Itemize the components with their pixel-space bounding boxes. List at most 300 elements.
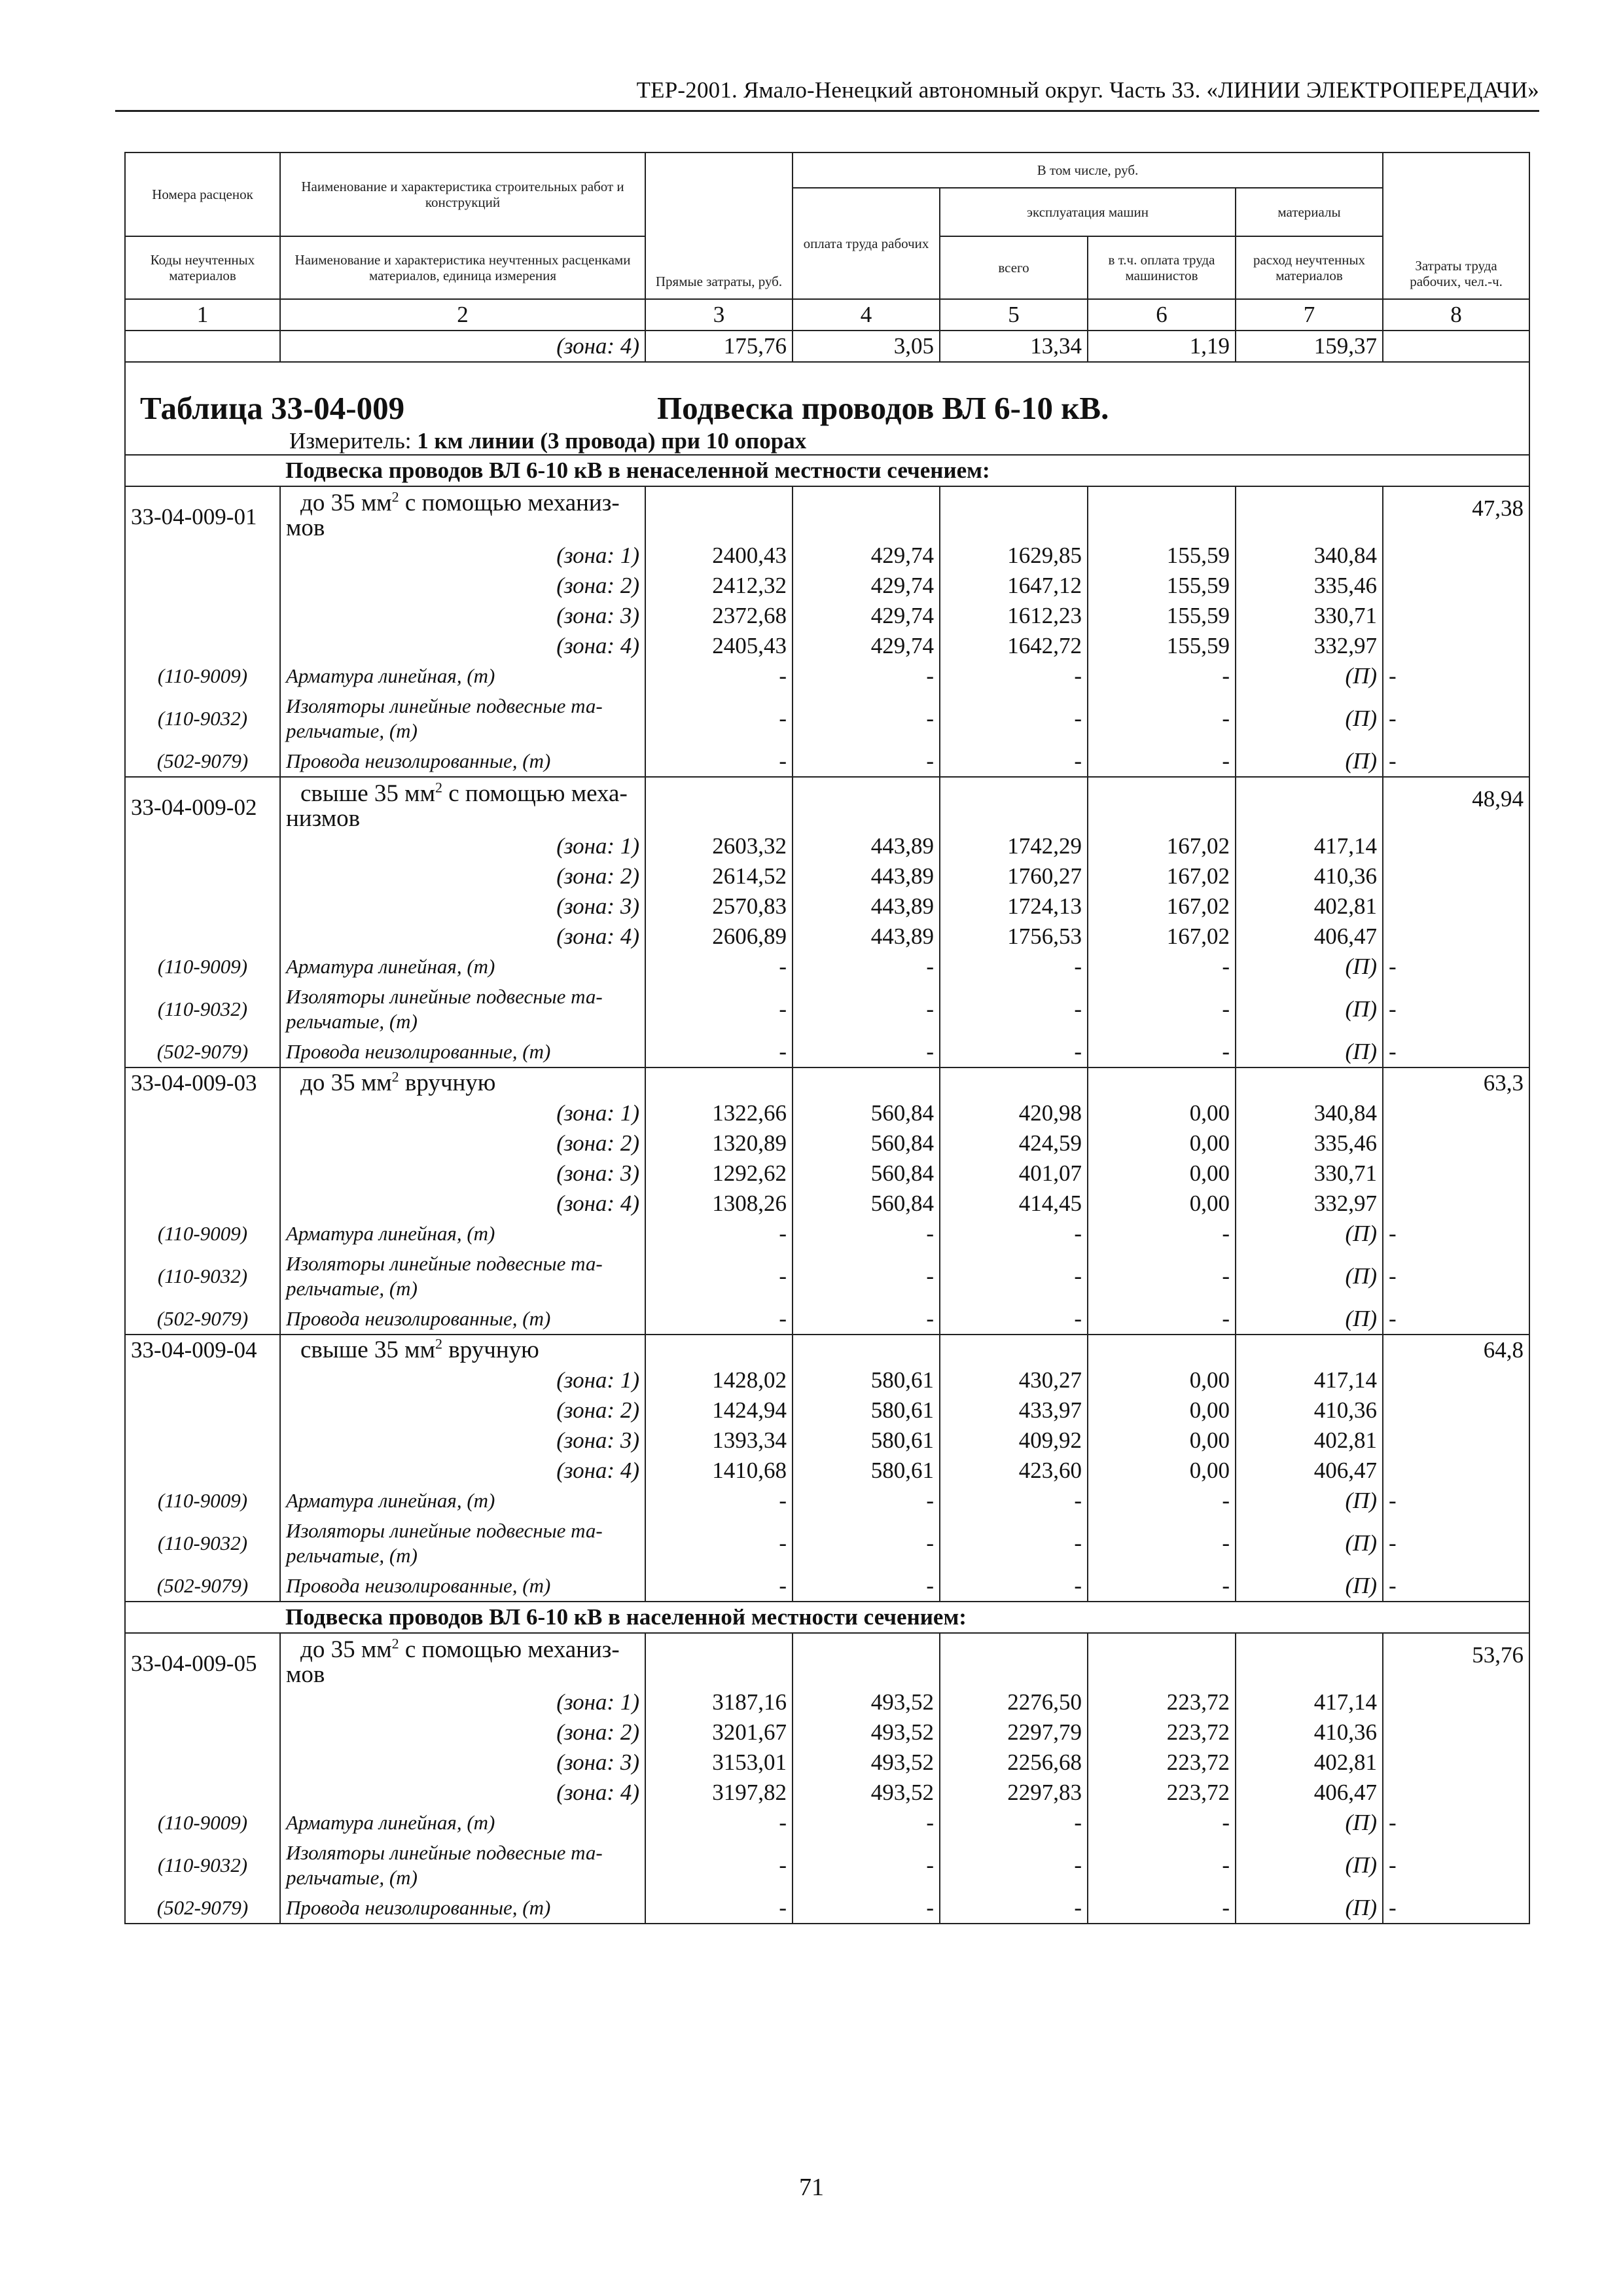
blank-cell	[793, 1335, 940, 1365]
value-cell: 332,97	[1236, 1189, 1383, 1219]
blank-cell	[1383, 1158, 1529, 1189]
value-cell: 402,81	[1236, 1748, 1383, 1778]
value-cell: 0,00	[1088, 1456, 1236, 1486]
page-number: 71	[799, 2174, 824, 2201]
zone-row	[125, 922, 1529, 952]
value-cell: 0,00	[1088, 1365, 1236, 1395]
value-cell: 1424,94	[645, 1395, 793, 1426]
material-code: (502-9079)	[125, 1304, 280, 1335]
dash-cell: -	[940, 982, 1088, 1037]
value-cell: 443,89	[793, 861, 940, 891]
dash-cell: -	[793, 1486, 940, 1516]
desc-text: свыше 35 мм	[300, 780, 435, 807]
material-row	[125, 1838, 1529, 1893]
material-row	[125, 1486, 1529, 1516]
blank-cell	[645, 777, 793, 831]
rate-description	[280, 1067, 645, 1098]
desc-text: вручную	[399, 1069, 496, 1096]
material-name-line: рельчатые, (т)	[286, 719, 418, 742]
material-name	[280, 1838, 645, 1893]
value-cell: 175,76	[645, 331, 793, 362]
blank-cell	[1383, 1687, 1529, 1717]
value-cell: 335,46	[1236, 571, 1383, 601]
blank-cell	[125, 1189, 280, 1219]
value-cell: 493,52	[793, 1748, 940, 1778]
value-cell: 2405,43	[645, 631, 793, 661]
zone-label: (зона: 4)	[280, 922, 645, 952]
rate-row	[125, 777, 1529, 831]
col-number: 5	[940, 299, 1088, 331]
material-row	[125, 1304, 1529, 1335]
zone-label: (зона: 4)	[280, 1778, 645, 1808]
dash-cell: -	[1383, 1838, 1529, 1893]
material-code: (502-9079)	[125, 1037, 280, 1067]
value-cell: 493,52	[793, 1778, 940, 1808]
value-cell: 1320,89	[645, 1128, 793, 1158]
material-code: (110-9009)	[125, 1219, 280, 1249]
blank-cell	[1383, 1717, 1529, 1748]
value-cell: 2256,68	[940, 1748, 1088, 1778]
dash-cell: -	[940, 952, 1088, 982]
blank-cell	[125, 541, 280, 571]
value-cell: 2606,89	[645, 922, 793, 952]
zone-row	[125, 1365, 1529, 1395]
value-cell: 1647,12	[940, 571, 1088, 601]
value-cell: 159,37	[1236, 331, 1383, 362]
value-cell: 3,05	[793, 331, 940, 362]
dash-cell: -	[1383, 1516, 1529, 1571]
dash-cell: -	[940, 1249, 1088, 1304]
rate-code: 33-04-009-02	[125, 777, 280, 831]
zone-row	[125, 1748, 1529, 1778]
blank-cell	[1383, 831, 1529, 861]
desc-text: вручную	[442, 1336, 539, 1363]
value-cell: 332,97	[1236, 631, 1383, 661]
col-number: 7	[1236, 299, 1383, 331]
value-cell: 1756,53	[940, 922, 1088, 952]
material-row	[125, 982, 1529, 1037]
material-row	[125, 661, 1529, 691]
material-row	[125, 746, 1529, 777]
rate-code: 33-04-009-05	[125, 1633, 280, 1687]
measure-label: Измеритель:	[289, 428, 412, 454]
col-number: 1	[125, 299, 280, 331]
labor-value: 47,38	[1383, 486, 1529, 541]
dash-cell: -	[645, 661, 793, 691]
blank-cell	[125, 1426, 280, 1456]
value-cell: 223,72	[1088, 1717, 1236, 1748]
zone-row	[125, 1778, 1529, 1808]
value-cell: 2400,43	[645, 541, 793, 571]
dash-cell: -	[1383, 982, 1529, 1037]
dash-cell: -	[940, 1808, 1088, 1838]
blank-cell	[1088, 1067, 1236, 1098]
desc-text: до 35 мм	[300, 490, 392, 516]
value-cell: 417,14	[1236, 1687, 1383, 1717]
material-name: Арматура линейная, (т)	[280, 661, 645, 691]
col1-header-bottom: Коды неучтенных материалов	[125, 236, 280, 299]
dash-cell: -	[645, 1249, 793, 1304]
measure-value: 1 км линии (3 провода) при 10 опорах	[417, 428, 807, 454]
blank-cell	[645, 486, 793, 541]
zone-label: (зона: 2)	[280, 1128, 645, 1158]
blank-cell	[1088, 486, 1236, 541]
zone-label: (зона: 1)	[280, 1098, 645, 1128]
blank-cell	[125, 1602, 280, 1633]
value-cell: 409,92	[940, 1426, 1088, 1456]
blank-cell	[1236, 1335, 1383, 1365]
section-header-row	[125, 455, 1529, 486]
dash-cell: -	[1088, 1249, 1236, 1304]
material-name-line: Изоляторы линейные подвесные та-	[286, 694, 603, 717]
value-cell: 429,74	[793, 571, 940, 601]
zone-row	[125, 1717, 1529, 1748]
dash-cell: -	[940, 691, 1088, 746]
material-name: Арматура линейная, (т)	[280, 1808, 645, 1838]
col-number: 3	[645, 299, 793, 331]
blank-cell	[793, 777, 940, 831]
material-name-line: рельчатые, (т)	[286, 1277, 418, 1300]
material-name	[280, 982, 645, 1037]
dash-cell: -	[793, 1808, 940, 1838]
column-numbers-row	[125, 299, 1529, 331]
labor-value: 63,3	[1383, 1067, 1529, 1098]
value-cell: 580,61	[793, 1395, 940, 1426]
dash-cell: -	[1088, 691, 1236, 746]
unit-cell: (П)	[1236, 1893, 1383, 1924]
blank-cell	[125, 1748, 280, 1778]
blank-cell	[940, 1067, 1088, 1098]
dash-cell: -	[1383, 1037, 1529, 1067]
value-cell: 223,72	[1088, 1748, 1236, 1778]
material-code: (110-9032)	[125, 982, 280, 1037]
value-cell: 0,00	[1088, 1098, 1236, 1128]
value-cell: 167,02	[1088, 891, 1236, 922]
value-cell: 2297,79	[940, 1717, 1088, 1748]
material-name: Провода неизолированные, (т)	[280, 1037, 645, 1067]
material-name-line: рельчатые, (т)	[286, 1544, 418, 1567]
unit-cell: (П)	[1236, 1838, 1383, 1893]
blank-cell	[125, 922, 280, 952]
material-row	[125, 1037, 1529, 1067]
unit-cell: (П)	[1236, 952, 1383, 982]
dash-cell: -	[793, 1571, 940, 1602]
material-name	[280, 1249, 645, 1304]
dash-cell: -	[1383, 746, 1529, 777]
value-cell: 560,84	[793, 1189, 940, 1219]
desc-text: с помощью механиз-	[399, 1636, 620, 1663]
dash-cell: -	[1383, 952, 1529, 982]
dash-cell: -	[793, 1304, 940, 1335]
material-name-line: рельчатые, (т)	[286, 1866, 418, 1889]
blank-cell	[793, 486, 940, 541]
value-cell: 406,47	[1236, 1778, 1383, 1808]
blank-cell	[1383, 601, 1529, 631]
material-name: Арматура линейная, (т)	[280, 952, 645, 982]
col2-header-bottom: Наименование и характеристика неучтенных расценками материалов, единица измерения	[280, 236, 645, 299]
dash-cell: -	[1088, 1808, 1236, 1838]
value-cell: 1612,23	[940, 601, 1088, 631]
material-name	[280, 691, 645, 746]
blank-cell	[125, 1687, 280, 1717]
value-cell: 402,81	[1236, 1426, 1383, 1456]
material-name-line: Изоляторы линейные подвесные та-	[286, 1252, 603, 1275]
value-cell: 560,84	[793, 1158, 940, 1189]
value-cell: 340,84	[1236, 541, 1383, 571]
zone-label: (зона: 4)	[280, 631, 645, 661]
material-name-line: Изоляторы линейные подвесные та-	[286, 1519, 603, 1542]
value-cell: 410,36	[1236, 1717, 1383, 1748]
unit-cell: (П)	[1236, 746, 1383, 777]
dash-cell: -	[940, 1037, 1088, 1067]
value-cell: 1724,13	[940, 891, 1088, 922]
material-name-line: Изоляторы линейные подвесные та-	[286, 1841, 603, 1864]
col-number: 6	[1088, 299, 1236, 331]
rates-table	[124, 152, 1530, 1924]
value-cell: 406,47	[1236, 922, 1383, 952]
material-name-line: Изоляторы линейные подвесные та-	[286, 985, 603, 1008]
desc-text: до 35 мм	[300, 1069, 392, 1096]
value-cell: 0,00	[1088, 1426, 1236, 1456]
material-code: (110-9009)	[125, 1486, 280, 1516]
value-cell: 414,45	[940, 1189, 1088, 1219]
blank-cell	[645, 1335, 793, 1365]
zone-label: (зона: 4)	[280, 1189, 645, 1219]
col-number: 4	[793, 299, 940, 331]
dash-cell: -	[1088, 1304, 1236, 1335]
value-cell: 443,89	[793, 831, 940, 861]
superscript: 2	[435, 779, 442, 796]
blank-cell	[125, 631, 280, 661]
dash-cell: -	[645, 1893, 793, 1924]
material-code: (110-9032)	[125, 691, 280, 746]
dash-cell: -	[1383, 1219, 1529, 1249]
zone-label: (зона: 2)	[280, 861, 645, 891]
zone-row	[125, 1189, 1529, 1219]
dash-cell: -	[645, 1516, 793, 1571]
value-cell: 155,59	[1088, 571, 1236, 601]
value-cell: 424,59	[940, 1128, 1088, 1158]
blank-cell	[125, 1717, 280, 1748]
zone-label: (зона: 3)	[280, 1426, 645, 1456]
material-code: (110-9032)	[125, 1838, 280, 1893]
value-cell: 2603,32	[645, 831, 793, 861]
value-cell: 2276,50	[940, 1687, 1088, 1717]
dash-cell: -	[793, 1037, 940, 1067]
blank-cell	[1383, 922, 1529, 952]
table-title-row	[125, 362, 1529, 428]
value-cell: 401,07	[940, 1158, 1088, 1189]
value-cell: 223,72	[1088, 1778, 1236, 1808]
dash-cell: -	[645, 1304, 793, 1335]
carry-over-row	[125, 331, 1529, 362]
col5-header: всего	[940, 236, 1088, 299]
zone-label: (зона: 2)	[280, 1395, 645, 1426]
measure-row	[125, 428, 1529, 455]
value-cell: 443,89	[793, 891, 940, 922]
blank-cell	[1383, 861, 1529, 891]
value-cell: 1308,26	[645, 1189, 793, 1219]
zone-label: (зона: 1)	[280, 1365, 645, 1395]
value-cell: 0,00	[1088, 1128, 1236, 1158]
material-code: (502-9079)	[125, 1571, 280, 1602]
value-cell: 1760,27	[940, 861, 1088, 891]
material-row	[125, 1893, 1529, 1924]
dash-cell: -	[1088, 1486, 1236, 1516]
zone-row	[125, 1098, 1529, 1128]
dash-cell: -	[1383, 1304, 1529, 1335]
dash-cell: -	[645, 1808, 793, 1838]
dash-cell: -	[940, 1516, 1088, 1571]
material-name: Провода неизолированные, (т)	[280, 1571, 645, 1602]
dash-cell: -	[1383, 1893, 1529, 1924]
blank-cell	[793, 1067, 940, 1098]
blank-cell	[125, 455, 280, 486]
dash-cell: -	[793, 1893, 940, 1924]
zone-row	[125, 1395, 1529, 1426]
dash-cell: -	[1383, 691, 1529, 746]
value-cell: 402,81	[1236, 891, 1383, 922]
section-header-row	[125, 1602, 1529, 1633]
value-cell: 155,59	[1088, 631, 1236, 661]
value-cell: 330,71	[1236, 1158, 1383, 1189]
blank-cell	[125, 1365, 280, 1395]
desc-text: с помощью меха-	[442, 780, 628, 807]
blank-cell	[1383, 541, 1529, 571]
value-cell: 340,84	[1236, 1098, 1383, 1128]
material-name: Арматура линейная, (т)	[280, 1219, 645, 1249]
value-cell: 580,61	[793, 1426, 940, 1456]
value-cell: 223,72	[1088, 1687, 1236, 1717]
value-cell: 335,46	[1236, 1128, 1383, 1158]
dash-cell: -	[1383, 1249, 1529, 1304]
running-header: ТЕР-2001. Ямало-Ненецкий автономный округ. Часть 33. «ЛИНИИ ЭЛЕКТРОПЕРЕДАЧИ»	[115, 77, 1539, 112]
zone-label: (зона: 1)	[280, 541, 645, 571]
zone-label: (зона: 4)	[280, 1456, 645, 1486]
blank-cell	[125, 861, 280, 891]
value-cell: 429,74	[793, 541, 940, 571]
material-row	[125, 1219, 1529, 1249]
value-cell: 417,14	[1236, 1365, 1383, 1395]
rate-row	[125, 1067, 1529, 1098]
dash-cell: -	[1383, 1808, 1529, 1838]
material-code: (502-9079)	[125, 1893, 280, 1924]
material-code: (502-9079)	[125, 746, 280, 777]
zone-label: (зона: 3)	[280, 1158, 645, 1189]
blank-cell	[125, 1395, 280, 1426]
table-number: Таблица 33-04-009	[140, 390, 405, 426]
dash-cell: -	[940, 1838, 1088, 1893]
unit-cell: (П)	[1236, 661, 1383, 691]
material-row	[125, 1516, 1529, 1571]
value-cell: 1629,85	[940, 541, 1088, 571]
zone-row	[125, 831, 1529, 861]
dash-cell: -	[1088, 1571, 1236, 1602]
zone-row	[125, 1158, 1529, 1189]
dash-cell: -	[1383, 1571, 1529, 1602]
material-name	[280, 1516, 645, 1571]
dash-cell: -	[793, 746, 940, 777]
rate-description	[280, 777, 645, 831]
material-name-line: рельчатые, (т)	[286, 1010, 418, 1033]
value-cell: 410,36	[1236, 861, 1383, 891]
blank-cell	[125, 1158, 280, 1189]
dash-cell: -	[793, 1516, 940, 1571]
blank-cell	[1383, 1128, 1529, 1158]
dash-cell: -	[940, 746, 1088, 777]
value-cell: 429,74	[793, 631, 940, 661]
blank-cell	[125, 1456, 280, 1486]
unit-cell: (П)	[1236, 1249, 1383, 1304]
blank-cell	[1236, 777, 1383, 831]
material-name: Арматура линейная, (т)	[280, 1486, 645, 1516]
value-cell: 433,97	[940, 1395, 1088, 1426]
zone-row	[125, 631, 1529, 661]
material-row	[125, 1571, 1529, 1602]
value-cell: 430,27	[940, 1365, 1088, 1395]
zone-label: (зона: 3)	[280, 1748, 645, 1778]
value-cell: 2614,52	[645, 861, 793, 891]
col2-header-top: Наименование и характеристика строительных работ и конструкций	[280, 152, 645, 236]
dash-cell: -	[645, 746, 793, 777]
dash-cell: -	[1088, 1893, 1236, 1924]
desc-text: мов	[286, 514, 325, 541]
blank-cell	[1383, 891, 1529, 922]
blank-cell	[1236, 1067, 1383, 1098]
blank-cell	[1383, 1395, 1529, 1426]
unit-cell: (П)	[1236, 1516, 1383, 1571]
material-row	[125, 1249, 1529, 1304]
desc-text: низмов	[286, 805, 361, 832]
superscript: 2	[435, 1335, 442, 1352]
value-cell: 417,14	[1236, 831, 1383, 861]
dash-cell: -	[645, 1486, 793, 1516]
section-title: Подвеска проводов ВЛ 6-10 кВ в населенной местности сечением:	[280, 1602, 1529, 1633]
col3-header: Прямые затраты, руб.	[645, 152, 793, 299]
dash-cell: -	[940, 1893, 1088, 1924]
value-cell: 2297,83	[940, 1778, 1088, 1808]
dash-cell: -	[645, 691, 793, 746]
value-cell: 2412,32	[645, 571, 793, 601]
value-cell: 330,71	[1236, 601, 1383, 631]
value-cell: 155,59	[1088, 601, 1236, 631]
value-cell: 406,47	[1236, 1456, 1383, 1486]
material-row	[125, 691, 1529, 746]
dash-cell: -	[793, 661, 940, 691]
dash-cell: -	[793, 1219, 940, 1249]
dash-cell: -	[1088, 982, 1236, 1037]
desc-text: до 35 мм	[300, 1636, 392, 1663]
material-name: Провода неизолированные, (т)	[280, 1893, 645, 1924]
blank-cell	[940, 1633, 1088, 1687]
blank-cell	[940, 777, 1088, 831]
col-number: 8	[1383, 299, 1529, 331]
unit-cell: (П)	[1236, 1486, 1383, 1516]
value-cell: 3201,67	[645, 1717, 793, 1748]
zone-row	[125, 861, 1529, 891]
unit-cell: (П)	[1236, 1571, 1383, 1602]
superscript: 2	[391, 488, 399, 505]
labor-value: 48,94	[1383, 777, 1529, 831]
blank-cell	[125, 891, 280, 922]
value-cell: 0,00	[1088, 1395, 1236, 1426]
dash-cell: -	[645, 1571, 793, 1602]
value-cell: 3197,82	[645, 1778, 793, 1808]
value-cell: 0,00	[1088, 1189, 1236, 1219]
value-cell: 410,36	[1236, 1395, 1383, 1426]
zone-label: (зона: 4)	[280, 331, 645, 362]
rate-description	[280, 486, 645, 541]
